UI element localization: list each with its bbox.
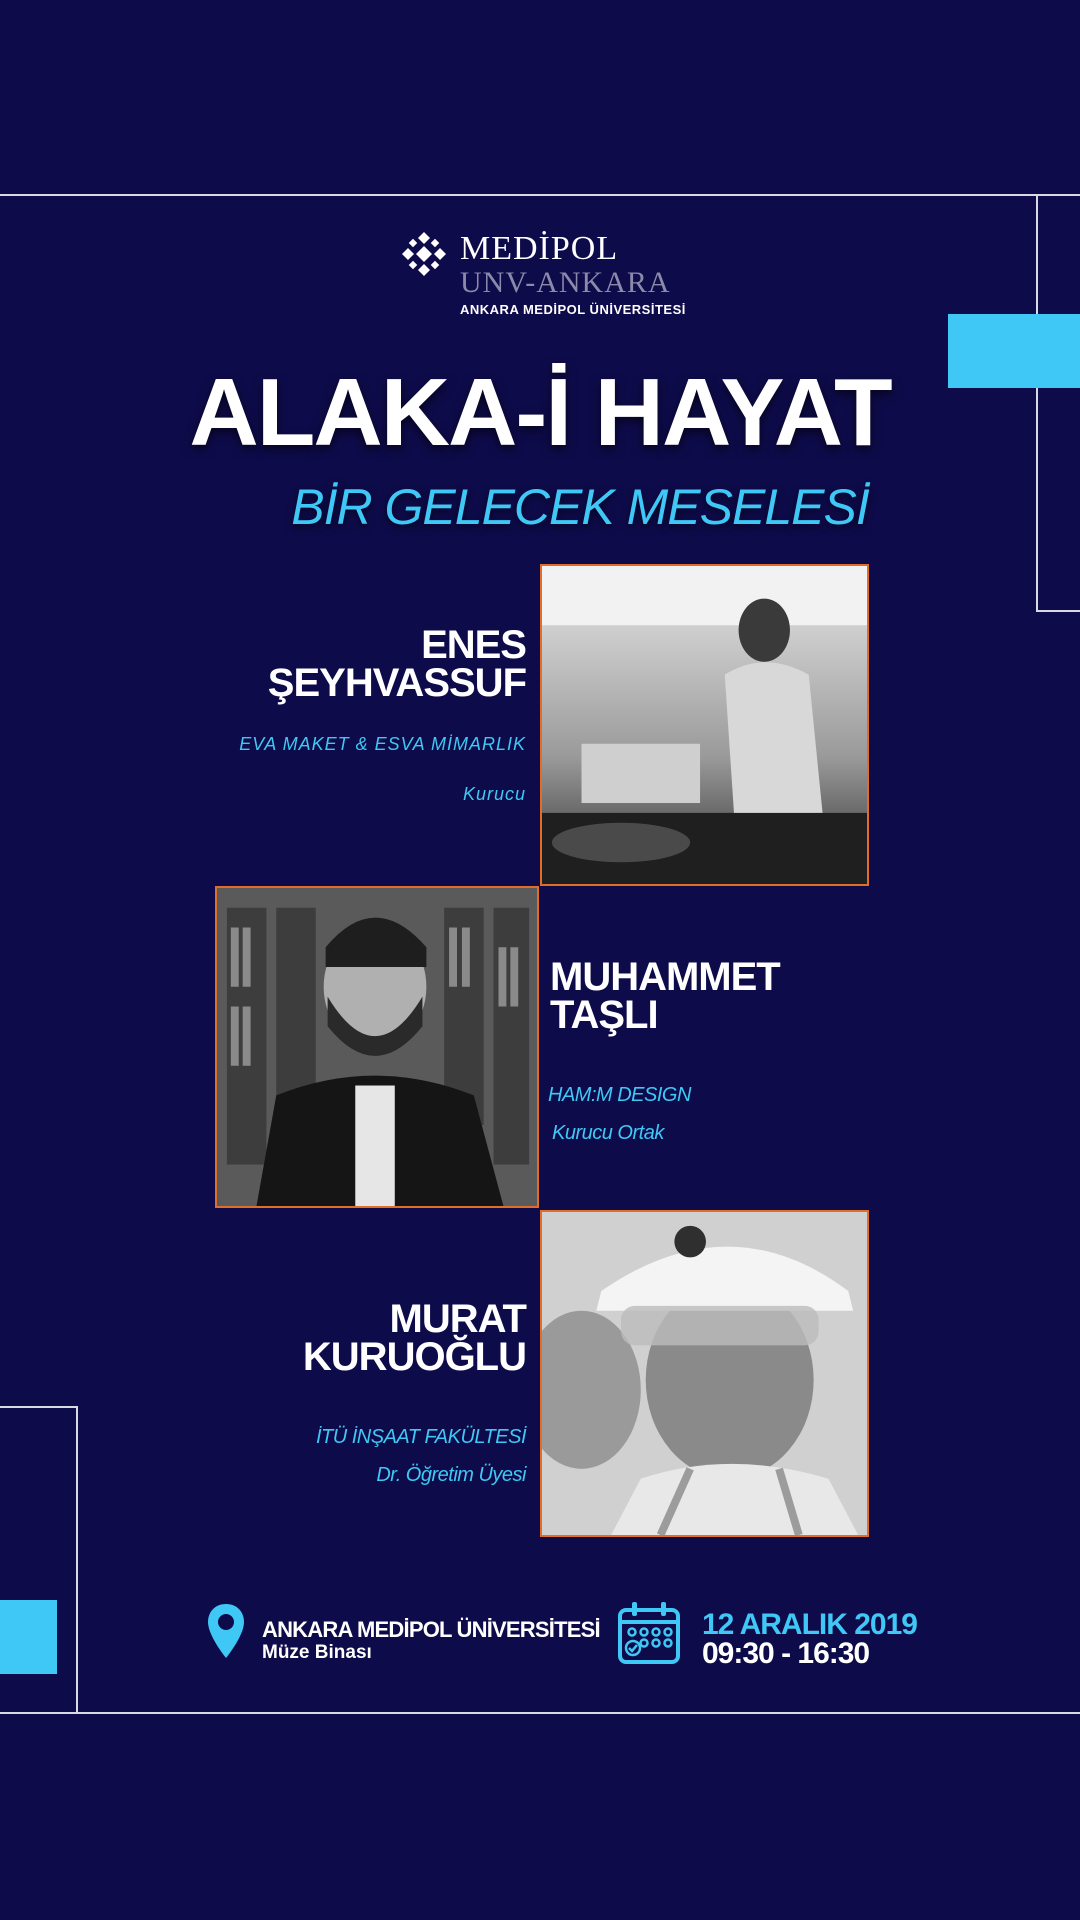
speaker-name-2 — [550, 955, 950, 1037]
logo-brand-text: MEDİPOL — [460, 230, 619, 267]
venue-building: Müze Binası — [262, 1642, 372, 1663]
speaker-2-organization: HAM:M DESIGN — [548, 1084, 691, 1106]
event-subtitle: BİR GELECEK MESELESİ — [291, 479, 869, 535]
bottom-left-accent-block — [0, 1600, 57, 1674]
speaker-1-name-line1: ENES — [421, 623, 526, 667]
speaker-2-role: Kurucu Ortak — [552, 1122, 664, 1144]
speaker-name-3 — [180, 1297, 526, 1379]
speaker-name-1 — [180, 623, 526, 705]
medipol-logo-icon — [398, 228, 450, 280]
speaker-2-name-line2: TAŞLI — [550, 993, 658, 1037]
venue-name: ANKARA MEDİPOL ÜNİVERSİTESİ — [262, 1617, 600, 1642]
university-logo — [398, 226, 698, 321]
speaker-photo-1 — [540, 564, 869, 886]
event-date: 12 ARALIK 2019 — [702, 1608, 917, 1641]
speaker-1-role: Kurucu — [462, 784, 526, 804]
speaker-3-organization: İTÜ İNŞAAT FAKÜLTESİ — [315, 1426, 526, 1448]
speaker-3-name-line2: KURUOĞLU — [302, 1335, 526, 1379]
logo-full-name: ANKARA MEDİPOL ÜNİVERSİTESİ — [460, 302, 686, 317]
speaker-3-name-line1: MURAT — [389, 1297, 526, 1341]
speaker-1-name-line2: ŞEYHVASSUF — [267, 661, 526, 705]
speaker-1-organization: EVA MAKET & ESVA MİMARLIK — [239, 734, 526, 754]
event-time: 09:30 - 16:30 — [702, 1637, 870, 1670]
speaker-3-role: Dr. Öğretim Üyesi — [376, 1464, 526, 1486]
logo-unit-text: UNV-ANKARA — [460, 266, 671, 299]
speaker-photo-3 — [540, 1210, 869, 1537]
calendar-icon — [616, 1600, 682, 1666]
location-pin-icon — [206, 1602, 246, 1660]
speaker-photo-2 — [215, 886, 539, 1208]
event-title: ALAKA-İ HAYAT — [189, 359, 891, 466]
speaker-2-name-line1: MUHAMMET — [550, 955, 780, 999]
